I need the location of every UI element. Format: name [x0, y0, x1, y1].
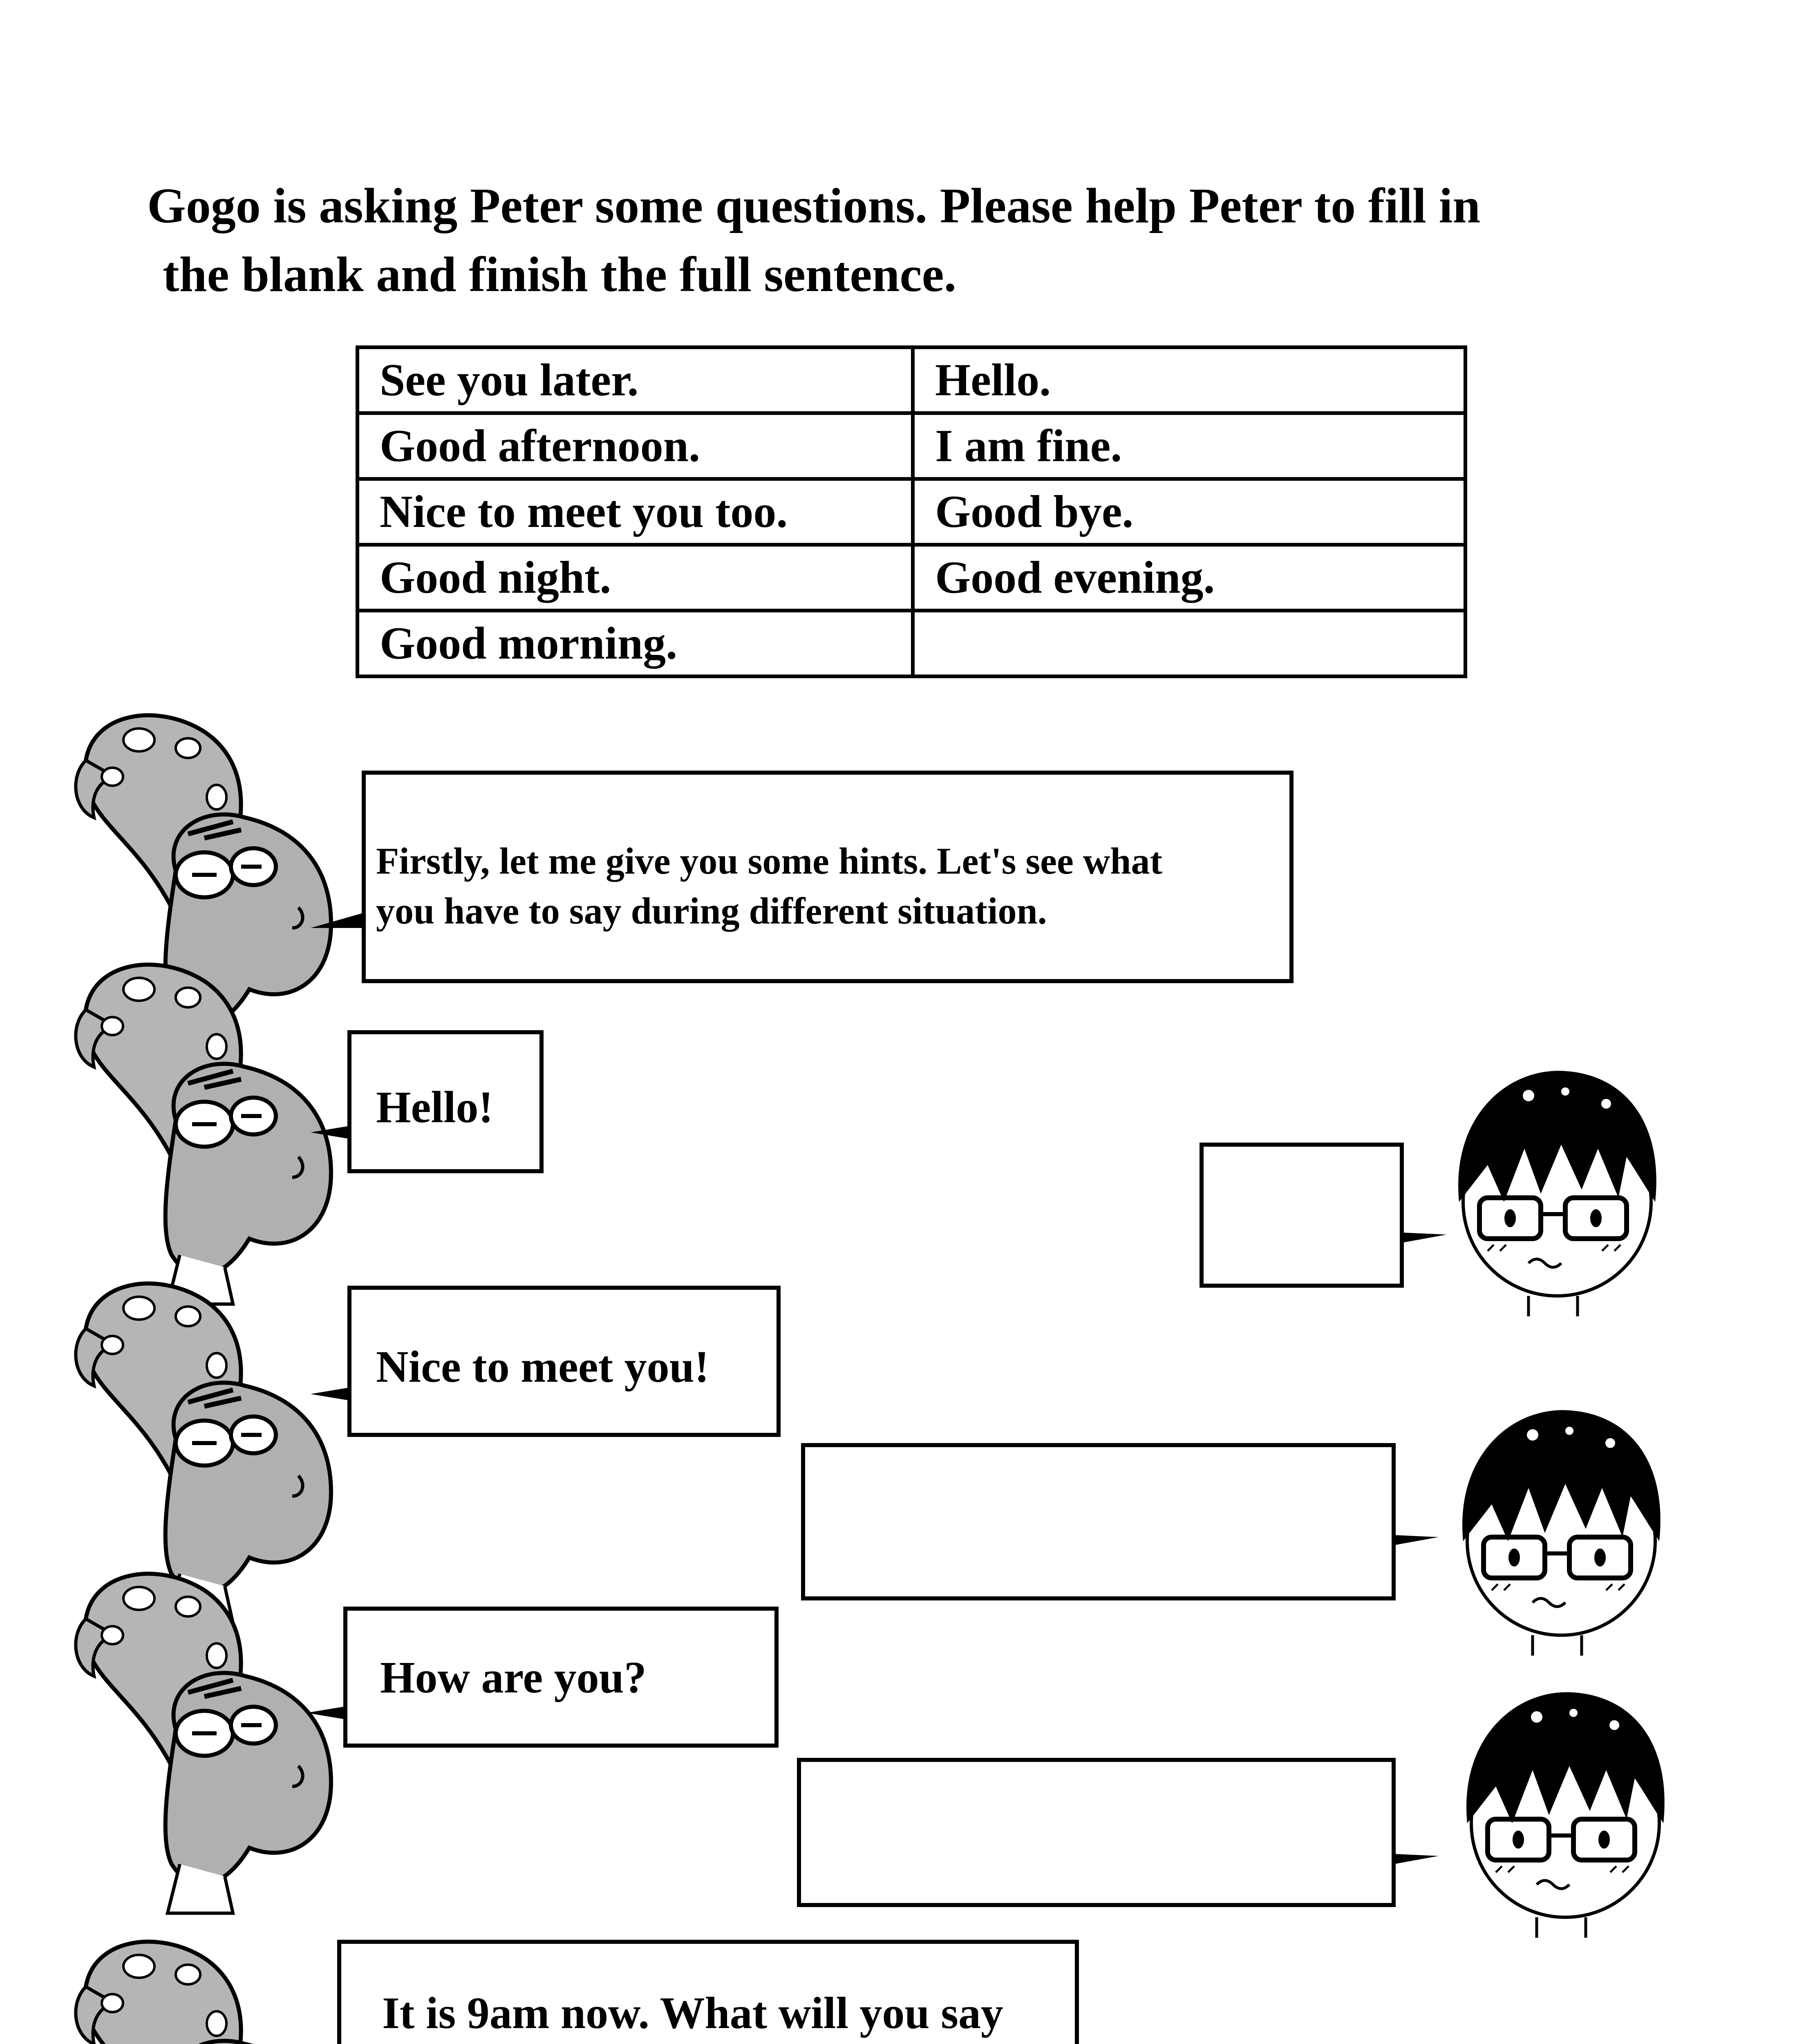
instructions-line-2: the blank and finish the full sentence.	[163, 247, 957, 302]
peter-character-icon	[1443, 1067, 1672, 1329]
hint-line-1: Firstly, let me give you some hints. Let's see what	[376, 840, 1163, 882]
question-2-text: Nice to meet you!	[376, 1342, 709, 1392]
question-bubble-3	[343, 1607, 779, 1748]
word-cell: Good morning.	[358, 611, 913, 677]
table-row	[358, 413, 1466, 479]
instructions	[147, 172, 1659, 309]
word-cell: Hello.	[913, 347, 1466, 413]
table-row	[358, 545, 1466, 611]
word-cell: Good afternoon.	[358, 413, 913, 479]
answer-box-3[interactable]	[797, 1758, 1396, 1907]
word-cell	[913, 611, 1466, 677]
question-4-line-1: It is 9am now. What will you say	[382, 1988, 1003, 2038]
gogo-character-icon	[69, 1553, 339, 1921]
word-cell: I am fine.	[913, 413, 1466, 479]
speech-tail	[1394, 1529, 1439, 1549]
word-bank-table	[356, 345, 1467, 678]
peter-character-icon	[1451, 1688, 1680, 1950]
answer-box-2[interactable]	[801, 1443, 1396, 1600]
answer-box-1[interactable]	[1200, 1143, 1404, 1288]
hint-line-2: you have to say during different situation.	[376, 890, 1047, 932]
word-cell: Good evening.	[913, 545, 1466, 611]
gogo-character-icon	[69, 1921, 339, 2044]
gogo-character-icon	[69, 944, 339, 1312]
question-3-text: How are you?	[380, 1652, 647, 1702]
question-bubble-2	[347, 1286, 781, 1437]
word-cell: See you later.	[358, 347, 913, 413]
word-cell: Nice to meet you too.	[358, 479, 913, 545]
word-cell: Good bye.	[913, 479, 1466, 545]
table-row	[358, 611, 1466, 677]
speech-tail	[1402, 1226, 1447, 1247]
question-bubble-4	[337, 1940, 1079, 2044]
speech-tail	[1394, 1848, 1439, 1868]
word-cell: Good night.	[358, 545, 913, 611]
instructions-line-1: Gogo is asking Peter some questions. Please help Peter to fill in	[147, 178, 1481, 233]
question-bubble-1	[347, 1030, 544, 1173]
table-row	[358, 347, 1466, 413]
speech-tail	[311, 908, 368, 932]
peter-character-icon	[1447, 1406, 1676, 1668]
table-row	[358, 479, 1466, 545]
question-1-text: Hello!	[376, 1082, 494, 1132]
hint-bubble	[362, 771, 1294, 983]
